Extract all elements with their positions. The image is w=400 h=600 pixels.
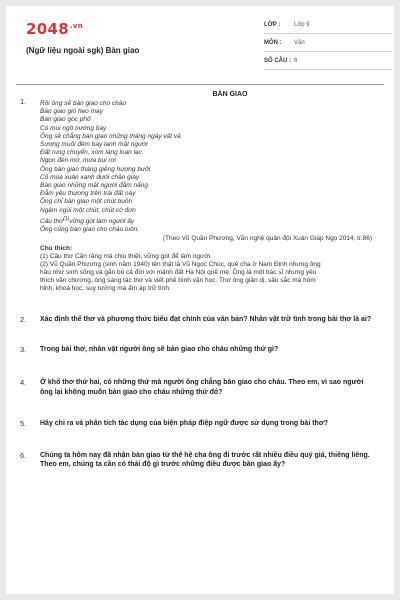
poem-line: Bàn giao những mặt người đẫm nắng bbox=[40, 182, 148, 190]
poem-line: Có mùi ngô nướng bay bbox=[40, 124, 107, 132]
worksheet-page bbox=[6, 6, 394, 594]
poem-line: Ông sẽ chẳng bàn giao những tháng ngày vất vả bbox=[40, 132, 181, 140]
meta-label: SỐ CÂU : bbox=[264, 57, 291, 64]
poem-line: Đằm yêu thương trên trái đất này bbox=[40, 190, 136, 198]
notes-title: Chú thích: bbox=[40, 245, 73, 253]
question-3 bbox=[20, 344, 374, 355]
poem-line: Bàn giao góc phố bbox=[40, 116, 91, 124]
meta-value: Lớp 9 bbox=[294, 21, 310, 28]
poem-line: Ông chỉ bàn giao một chút buồn bbox=[40, 198, 133, 206]
meta-table bbox=[264, 16, 392, 70]
poem-line-part: Câu thơ bbox=[40, 218, 64, 225]
header bbox=[16, 12, 384, 78]
question-text: Xác định thể thơ và phương thức biểu đạt chính của văn bản? Nhân vật trữ tình trong bài thơ là ai? bbox=[40, 316, 372, 324]
question-text: Trong bài thơ, nhân vật người ông sẽ bàn giao cho cháu những thứ gì? bbox=[40, 345, 279, 353]
question-2 bbox=[20, 315, 374, 325]
poem-source: (Theo Vũ Quần Phương, Văn nghệ quân đội Xuân Giáp Ngọ 2014, tr.86) bbox=[162, 235, 372, 243]
note-line: (1) Câu thơ Căn răng mà chịu thiệt, vững gót để làm người. bbox=[40, 253, 212, 261]
header-divider bbox=[16, 84, 384, 85]
meta-row-class bbox=[264, 16, 392, 34]
poem-line: Bàn giao gió heo may bbox=[40, 108, 103, 116]
note-line: thích văn chương, ông sáng tác thơ và viết phê bình văn học. Thơ ông giản dị, sâu sắc mà hóm bbox=[40, 277, 316, 285]
logo-text: 2048 bbox=[26, 20, 69, 38]
question-number: 1. bbox=[20, 97, 27, 106]
note-line: hỉnh, khoa học, suy tưởng mà ấm áp trữ tình. bbox=[40, 285, 171, 293]
site-logo[interactable] bbox=[26, 20, 83, 38]
meta-row-subject bbox=[264, 34, 392, 52]
logo-suffix: .vn bbox=[69, 22, 84, 30]
question-number: 3. bbox=[20, 344, 27, 354]
meta-label: MÔN : bbox=[264, 39, 282, 46]
poem-line: Ngậm ngùi một chút, chút cô đơn bbox=[40, 206, 136, 214]
question-1 bbox=[16, 91, 384, 293]
poem-line-part: vững gót làm người ấy bbox=[69, 218, 135, 225]
question-number: 5. bbox=[20, 419, 27, 429]
poem-line: Ngọn đèn mờ, mưa bụi rơi bbox=[40, 157, 116, 165]
question-text: Chúng ta hôm nay đã nhận bàn giao từ thế hệ cha ông đi trước rất nhiều điều quý giá, thiêng liêng. Theo em, chúng ta cần có thái độ gì trước những điều được bàn giao ấy? bbox=[40, 451, 370, 469]
poem-line: Đất rung chuyển, xóm làng loạn lạc bbox=[40, 149, 142, 157]
poem-line bbox=[40, 215, 384, 226]
question-5 bbox=[20, 419, 374, 429]
note-line: (2) Vũ Quần Phương (sinh năm 1940) tên thật là Vũ Ngọc Chúc, quê cha ở Nam Định nhưng ông bbox=[40, 261, 321, 269]
note-line: hầu như sinh sống và gắn bó cả đời với mảnh đất Hà Nội quê mẹ. Ông là một bác sĩ nhưng yêu bbox=[40, 269, 317, 277]
meta-value: Văn bbox=[294, 39, 305, 46]
meta-value: 6 bbox=[294, 57, 298, 64]
question-number: 6. bbox=[20, 450, 27, 460]
question-number: 2. bbox=[20, 315, 27, 325]
poem-body bbox=[40, 100, 384, 234]
question-number: 4. bbox=[20, 378, 27, 388]
question-6 bbox=[20, 450, 374, 470]
poem-line: Ông cũng bàn giao cho cháu luôn. bbox=[40, 226, 140, 234]
document-title: (Ngữ liệu ngoài sgk) Bàn giao bbox=[26, 46, 140, 55]
meta-label: LỚP : bbox=[264, 21, 281, 28]
poem-title: BÀN GIAO bbox=[212, 91, 248, 98]
poem-line: Sương muối đêm bay lạnh mặt người bbox=[40, 141, 148, 149]
notes bbox=[40, 245, 384, 293]
poem-line: Rồi ông sẽ bàn giao cho cháu bbox=[40, 100, 127, 107]
question-text: Ở khổ thơ thứ hai, có những thứ mà người ông chẳng bàn giao cho cháu. Theo em, vì sao người ông lại không muốn bàn giao cho cháu những thứ đó? bbox=[40, 379, 364, 396]
poem-line: Cỏ mùa xuân xanh dưới chân giày bbox=[40, 173, 140, 181]
question-4 bbox=[20, 378, 374, 397]
poem-line: Ông bàn giao tháng giêng hương bưởi bbox=[40, 165, 151, 173]
footnote-ref[interactable]: (1) bbox=[63, 215, 70, 222]
meta-row-count bbox=[264, 52, 392, 70]
question-text: Hãy chỉ ra và phân tích tác dụng của biện pháp điệp ngữ được sử dụng trong bài thơ? bbox=[40, 420, 329, 428]
